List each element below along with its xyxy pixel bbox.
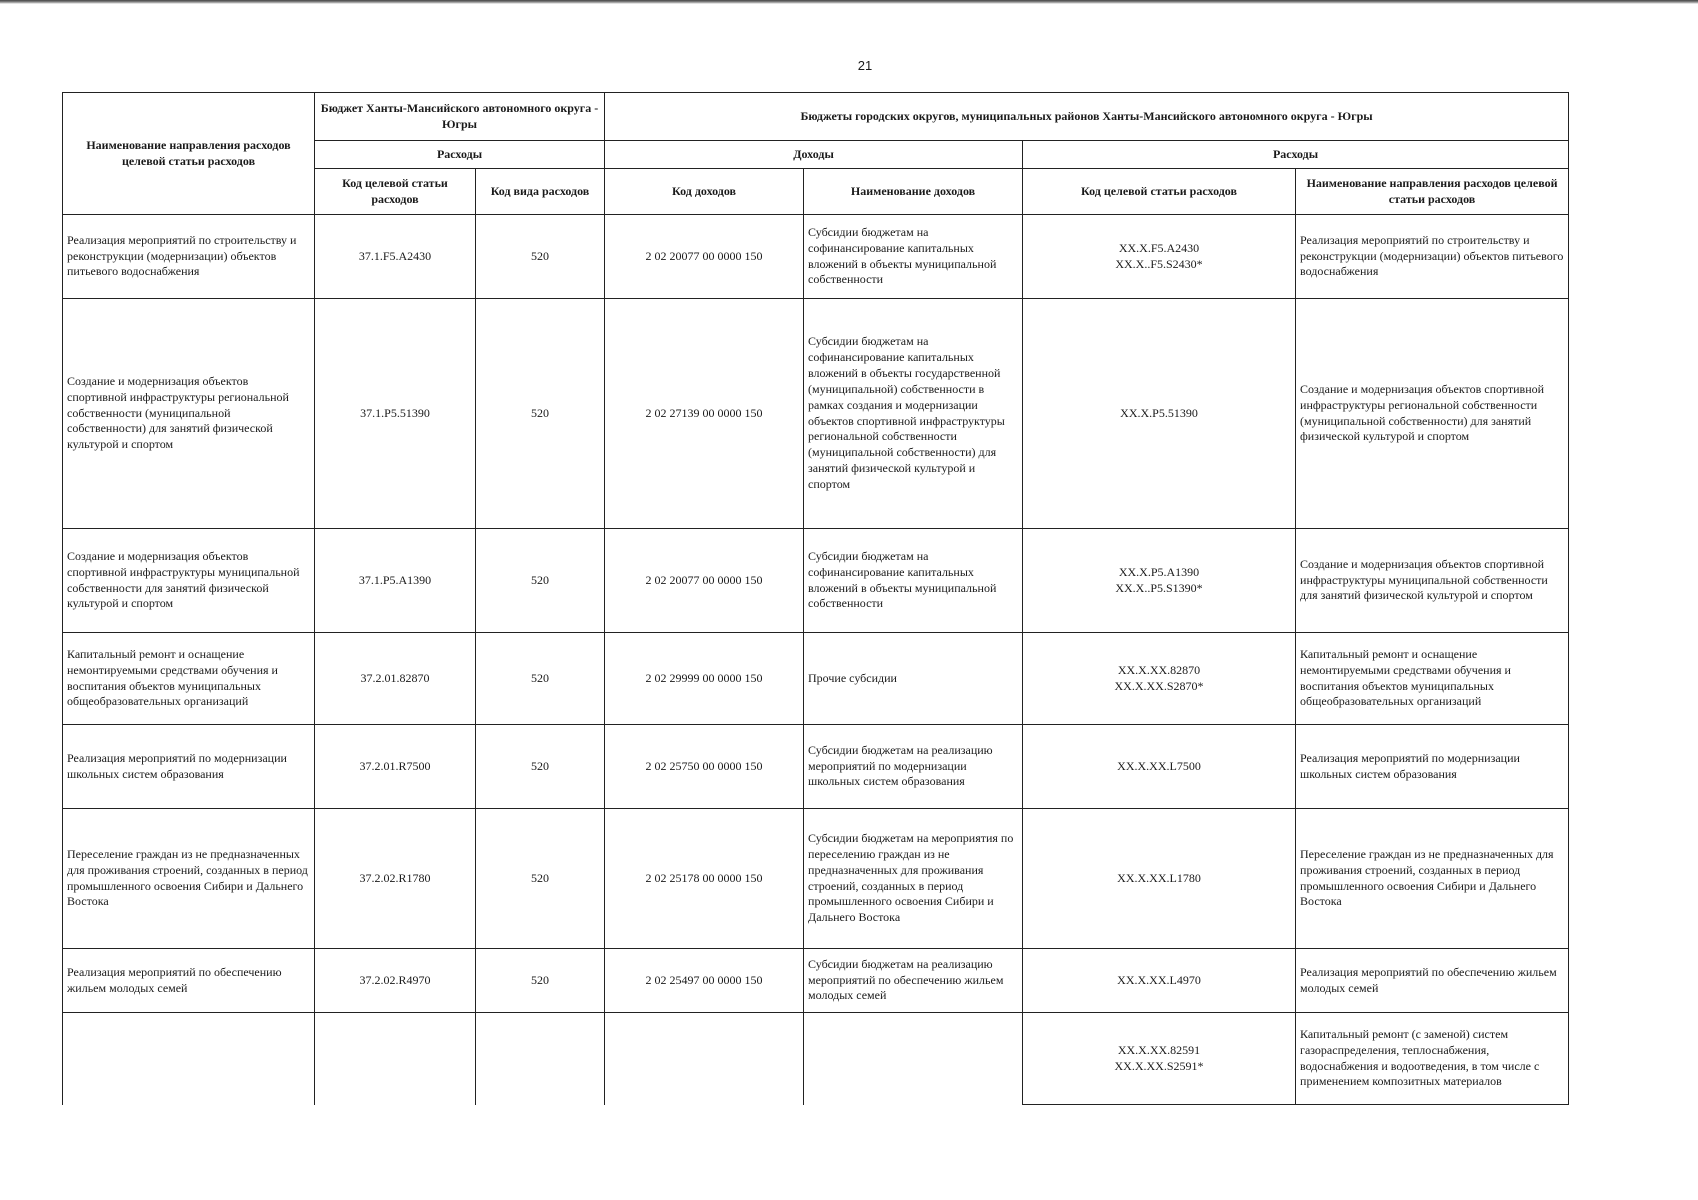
municipal-code: XX.X.P5.A1390 bbox=[1118, 564, 1200, 579]
municipal-name-cell: Переселение граждан из не предназначенных для проживания строений, созданных в период промышленного освоения Сибири и Дальнего Востока bbox=[1296, 809, 1569, 949]
direction-name-cell: Переселение граждан из не предназначенных для проживания строений, созданных в период промышленного освоения Сибири и Дальнего Востока bbox=[63, 809, 315, 949]
municipal-code: XX.X.F5.A2430 bbox=[1118, 240, 1200, 255]
income-name-cell: Субсидии бюджетам на реализацию мероприятий по модернизации школьных систем образования bbox=[804, 725, 1023, 809]
municipal-code-cell bbox=[1023, 809, 1296, 949]
kind-code-cell: 520 bbox=[476, 215, 605, 299]
municipal-code: XX.X.XX.82591 bbox=[1117, 1042, 1201, 1057]
table-row bbox=[63, 725, 1569, 809]
kind-code-cell: 520 bbox=[476, 299, 605, 529]
income-code-cell bbox=[605, 1013, 804, 1105]
header-municipal-budgets: Бюджеты городских округов, муниципальных районов Ханты-Мансийского автономного округа - Югры bbox=[605, 93, 1569, 141]
target-code-cell: 37.1.F5.A2430 bbox=[315, 215, 476, 299]
municipal-name-cell: Реализация мероприятий по строительству и реконструкции (модернизации) объектов питьевого водоснабжения bbox=[1296, 215, 1569, 299]
municipal-code-cell bbox=[1023, 1013, 1296, 1105]
income-name-cell: Прочие субсидии bbox=[804, 633, 1023, 725]
table-row bbox=[63, 529, 1569, 633]
income-name-cell: Субсидии бюджетам на мероприятия по переселению граждан из не предназначенных для проживания строений, созданных в период промышленного освоения Сибири и Дальнего Востока bbox=[804, 809, 1023, 949]
income-code-cell: 2 02 27139 00 0000 150 bbox=[605, 299, 804, 529]
table-row bbox=[63, 215, 1569, 299]
municipal-code-cell bbox=[1023, 949, 1296, 1013]
municipal-code: XX.X.P5.51390 bbox=[1120, 405, 1198, 420]
municipal-code-cell bbox=[1023, 529, 1296, 633]
target-code-cell: 37.2.01.82870 bbox=[315, 633, 476, 725]
municipal-name-cell: Капитальный ремонт и оснащение немонтируемыми средствами обучения и воспитания объектов муниципальных общеобразовательных организаций bbox=[1296, 633, 1569, 725]
scan-edge bbox=[0, 0, 1698, 4]
header-expenses-municipal: Расходы bbox=[1023, 141, 1569, 169]
income-name-cell: Субсидии бюджетам на реализацию мероприятий по обеспечению жильем молодых семей bbox=[804, 949, 1023, 1013]
income-code-cell: 2 02 25750 00 0000 150 bbox=[605, 725, 804, 809]
table-row bbox=[63, 299, 1569, 529]
direction-name-cell: Реализация мероприятий по обеспечению жильем молодых семей bbox=[63, 949, 315, 1013]
header-income-name: Наименование доходов bbox=[804, 169, 1023, 215]
municipal-name-cell: Создание и модернизация объектов спортивной инфраструктуры муниципальной собственности для занятий физической культурой и спортом bbox=[1296, 529, 1569, 633]
municipal-code: XX.X..P5.S1390* bbox=[1115, 580, 1203, 595]
header-income-code: Код доходов bbox=[605, 169, 804, 215]
municipal-code: XX.X.XX.S2870* bbox=[1114, 678, 1204, 693]
income-code-cell: 2 02 25178 00 0000 150 bbox=[605, 809, 804, 949]
direction-name-cell: Создание и модернизация объектов спортивной инфраструктуры муниципальной собственности для занятий физической культурой и спортом bbox=[63, 529, 315, 633]
header-expenses: Расходы bbox=[315, 141, 605, 169]
header-target-code: Код целевой статьи расходов bbox=[315, 169, 476, 215]
income-code-cell: 2 02 29999 00 0000 150 bbox=[605, 633, 804, 725]
municipal-code: XX.X.XX.82870 bbox=[1117, 662, 1201, 677]
municipal-code-cell bbox=[1023, 215, 1296, 299]
income-code-cell: 2 02 25497 00 0000 150 bbox=[605, 949, 804, 1013]
table-row bbox=[63, 949, 1569, 1013]
income-name-cell bbox=[804, 1013, 1023, 1105]
table-body bbox=[63, 215, 1569, 1105]
municipal-name-cell: Реализация мероприятий по обеспечению жильем молодых семей bbox=[1296, 949, 1569, 1013]
kind-code-cell: 520 bbox=[476, 633, 605, 725]
direction-name-cell: Реализация мероприятий по строительству и реконструкции (модернизации) объектов питьевого водоснабжения bbox=[63, 215, 315, 299]
income-name-cell: Субсидии бюджетам на софинансирование капитальных вложений в объекты муниципальной собственности bbox=[804, 215, 1023, 299]
header-okrug-budget: Бюджет Ханты-Мансийского автономного округа - Югры bbox=[315, 93, 605, 141]
municipal-name-cell: Реализация мероприятий по модернизации школьных систем образования bbox=[1296, 725, 1569, 809]
target-code-cell bbox=[315, 1013, 476, 1105]
kind-code-cell bbox=[476, 1013, 605, 1105]
municipal-code: XX.X..F5.S2430* bbox=[1115, 256, 1203, 271]
table-row bbox=[63, 1013, 1569, 1105]
kind-code-cell: 520 bbox=[476, 529, 605, 633]
income-code-cell: 2 02 20077 00 0000 150 bbox=[605, 529, 804, 633]
target-code-cell: 37.2.02.R4970 bbox=[315, 949, 476, 1013]
municipal-code: XX.X.XX.S2591* bbox=[1114, 1058, 1204, 1073]
income-name-cell: Субсидии бюджетам на софинансирование капитальных вложений в объекты государственной (муниципальной) собственности в рамках создания и модернизации объектов спортивной инфраструктуры региональной собственности (муниципальной собственности) для занятий физической культурой и спортом bbox=[804, 299, 1023, 529]
target-code-cell: 37.1.P5.51390 bbox=[315, 299, 476, 529]
target-code-cell: 37.2.02.R1780 bbox=[315, 809, 476, 949]
municipal-name-cell: Создание и модернизация объектов спортивной инфраструктуры региональной собственности (муниципальной собственности) для занятий физической культурой и спортом bbox=[1296, 299, 1569, 529]
direction-name-cell bbox=[63, 1013, 315, 1105]
target-code-cell: 37.2.01.R7500 bbox=[315, 725, 476, 809]
table-header bbox=[63, 93, 1569, 215]
municipal-code-cell bbox=[1023, 725, 1296, 809]
header-target-code-municipal: Код целевой статьи расходов bbox=[1023, 169, 1296, 215]
budget-table bbox=[62, 92, 1569, 1105]
kind-code-cell: 520 bbox=[476, 949, 605, 1013]
target-code-cell: 37.1.P5.A1390 bbox=[315, 529, 476, 633]
municipal-code-cell bbox=[1023, 299, 1296, 529]
page-number: 21 bbox=[857, 58, 873, 73]
table-row bbox=[63, 633, 1569, 725]
municipal-code: XX.X.XX.L4970 bbox=[1117, 972, 1201, 987]
direction-name-cell: Создание и модернизация объектов спортивной инфраструктуры региональной собственности (муниципальной собственности) для занятий физической культурой и спортом bbox=[63, 299, 315, 529]
direction-name-cell: Реализация мероприятий по модернизации школьных систем образования bbox=[63, 725, 315, 809]
income-name-cell: Субсидии бюджетам на софинансирование капитальных вложений в объекты муниципальной собственности bbox=[804, 529, 1023, 633]
direction-name-cell: Капитальный ремонт и оснащение немонтируемыми средствами обучения и воспитания объектов муниципальных общеобразовательных организаций bbox=[63, 633, 315, 725]
header-kind-code: Код вида расходов bbox=[476, 169, 605, 215]
header-incomes: Доходы bbox=[605, 141, 1023, 169]
municipal-name-cell: Капитальный ремонт (с заменой) систем газораспределения, теплоснабжения, водоснабжения и водоотведения, в том числе с применением композитных материалов bbox=[1296, 1013, 1569, 1105]
municipal-code: XX.X.XX.L1780 bbox=[1117, 870, 1201, 885]
municipal-code: XX.X.XX.L7500 bbox=[1117, 758, 1201, 773]
header-direction-name-municipal: Наименование направления расходов целевой статьи расходов bbox=[1296, 169, 1569, 215]
income-code-cell: 2 02 20077 00 0000 150 bbox=[605, 215, 804, 299]
municipal-code-cell bbox=[1023, 633, 1296, 725]
kind-code-cell: 520 bbox=[476, 725, 605, 809]
header-direction-name: Наименование направления расходов целевой статьи расходов bbox=[63, 93, 315, 215]
table-row bbox=[63, 809, 1569, 949]
kind-code-cell: 520 bbox=[476, 809, 605, 949]
